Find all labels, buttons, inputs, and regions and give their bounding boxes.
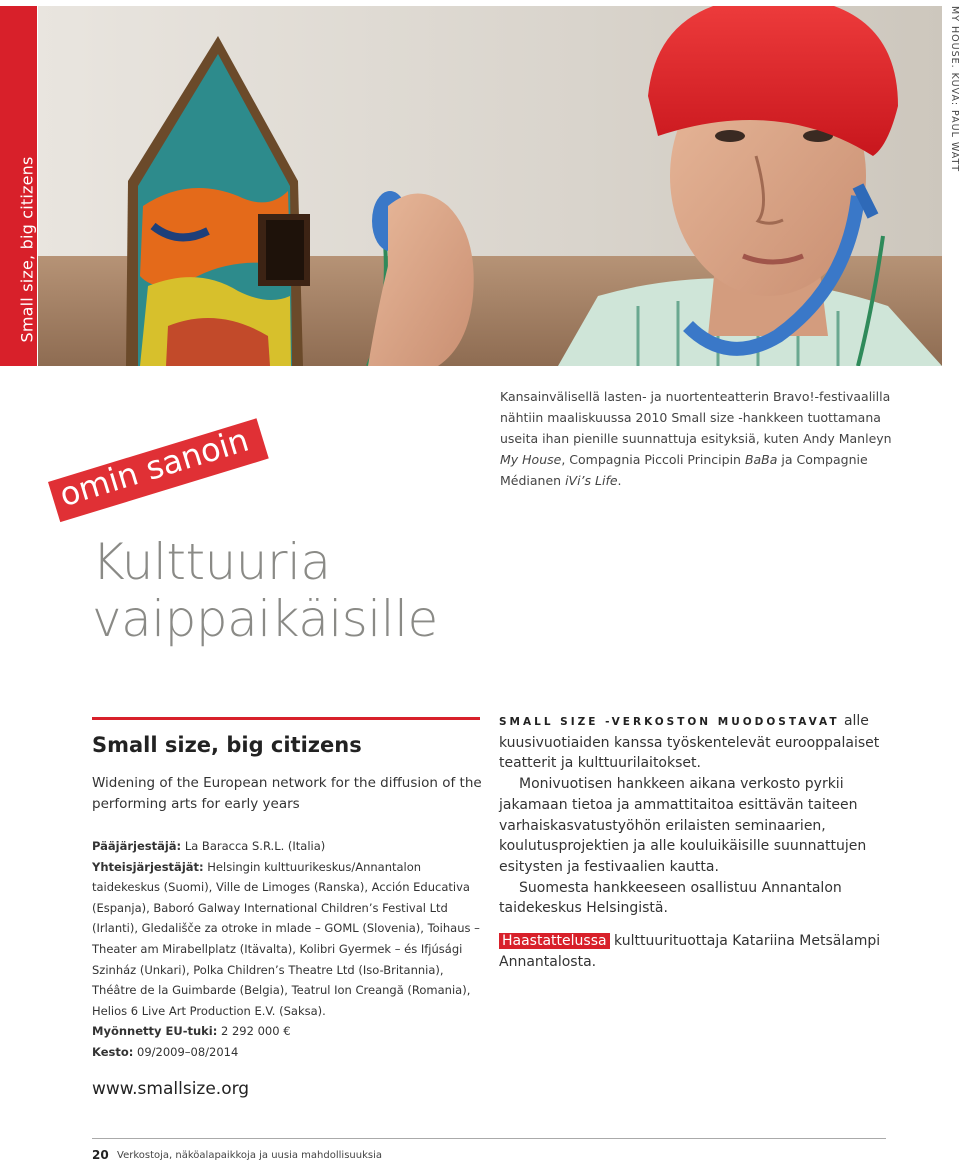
caption-title-my-house: My House: [500, 452, 562, 467]
section-side-tab-label: Small size, big citizens: [17, 156, 36, 343]
page-number: 20: [92, 1148, 109, 1162]
caption-part-1: Kansainvälisellä lasten- ja nuortenteatterin Bravo!-festivaalilla nähtiin maaliskuussa 2010 Small size -hankkeen tuottamana useita ihan pienille suunnattuja esityksiä, kuten Andy Manleyn: [500, 389, 892, 446]
article-lead-text: alle kuusivuotiaiden kanssa työskentelevät eurooppalaiset teatterit ja kulttuurilaitokset.: [499, 713, 880, 772]
caption-part-4: .: [617, 473, 622, 488]
caption-title-baba: BaBa: [744, 452, 778, 467]
photo-caption: [500, 386, 895, 491]
coorganizers-label: Yhteisjärjestäjät:: [92, 859, 204, 874]
photo-man-with-house-icon: [38, 6, 942, 366]
photo-credit-text: MY HOUSE. KUVA: PAUL WATT: [949, 6, 960, 172]
organizer-label: Pääjärjestäjä:: [92, 839, 182, 853]
section-banner-label: omin sanoin: [55, 420, 254, 515]
funding-value: 2 292 000 €: [217, 1024, 291, 1039]
footer-running-title: Verkostoja, näköalapaikkoja ja uusia mahdollisuuksia: [117, 1150, 382, 1161]
info-box-subtitle: Widening of the European network for the diffusion of the performing arts for early years: [92, 775, 482, 812]
caption-part-2: , Compagnia Piccoli Principin: [561, 452, 745, 467]
article-body: [499, 711, 889, 972]
article-paragraph-2: Monivuotisen hankkeen aikana verkosto pyrkii jakamaan tietoa ja ammattitaitoa esittävän taiteen varhaiskasvatustyöhön erilaisten seminaarien, koulutusprojektien ja alle kouluikäisille suunnattujen esitysten ja festivaalien kautta.: [499, 776, 867, 875]
article-title-line-2: vaippaikäisille: [92, 590, 438, 648]
feature-photo: [38, 6, 942, 366]
funding-label: Myönnetty EU-tuki:: [92, 1024, 218, 1039]
article-title-line-1: Kulttuuria: [92, 533, 331, 591]
organizer-row: [92, 836, 487, 857]
interview-tag: Haastattelussa: [499, 933, 610, 949]
duration-value: 09/2009–08/2014: [133, 1044, 239, 1059]
photo-credit: [949, 6, 960, 172]
article-lead-caps: SMALL SIZE -VERKOSTON MUODOSTAVAT: [499, 716, 840, 728]
interview-text: kulttuurituottaja Katariina Metsälampi Annantalosta.: [499, 933, 881, 970]
footer-rule: [92, 1138, 886, 1139]
website-link[interactable]: www.smallsize.org: [92, 1079, 250, 1099]
organizer-value: La Baracca S.R.L. (Italia): [181, 839, 326, 853]
article-paragraph-3: Suomesta hankkeeseen osallistuu Annantalon taidekeskus Helsingistä.: [499, 879, 842, 917]
coorganizers-value: Helsingin kulttuurikeskus/Annantalon taidekeskus (Suomi), Ville de Limoges (Ranska), Acción Educativa (Espanja), Baboró Galway International Children’s Festival Ltd (Irlanti), Gledališče za otroke in mlade – GOML (Slovenia), Toihaus – Theater am Mirabellplatz (Itävalta), Kolibri Gyermek – és Ifjúsági Szinház (Unkari), Polka Children’s Theatre Ltd (Iso-Britannia), Théâtre de la Guimbarde (Belgia), Teatrul Ion Creangă (Romania), Helios 6 Live Art Production E.V. (Saksa).: [92, 859, 480, 1018]
caption-part-3: ja Compagnie Médianen: [500, 452, 868, 488]
article-lead: [499, 711, 889, 774]
duration-row: [92, 1042, 487, 1063]
info-box-rule: [92, 717, 480, 720]
info-box-heading: Small size, big citizens: [92, 733, 362, 757]
duration-label: Kesto:: [92, 1044, 134, 1059]
funding-row: [92, 1021, 487, 1042]
interview-note: [499, 931, 889, 972]
info-box-details: [92, 836, 487, 1063]
coorganizers-row: [92, 857, 487, 1022]
section-banner: [48, 418, 269, 522]
article-title: [92, 534, 438, 648]
caption-title-ivis-life: iVi’s Life: [565, 473, 618, 488]
section-side-tab: [0, 6, 37, 366]
